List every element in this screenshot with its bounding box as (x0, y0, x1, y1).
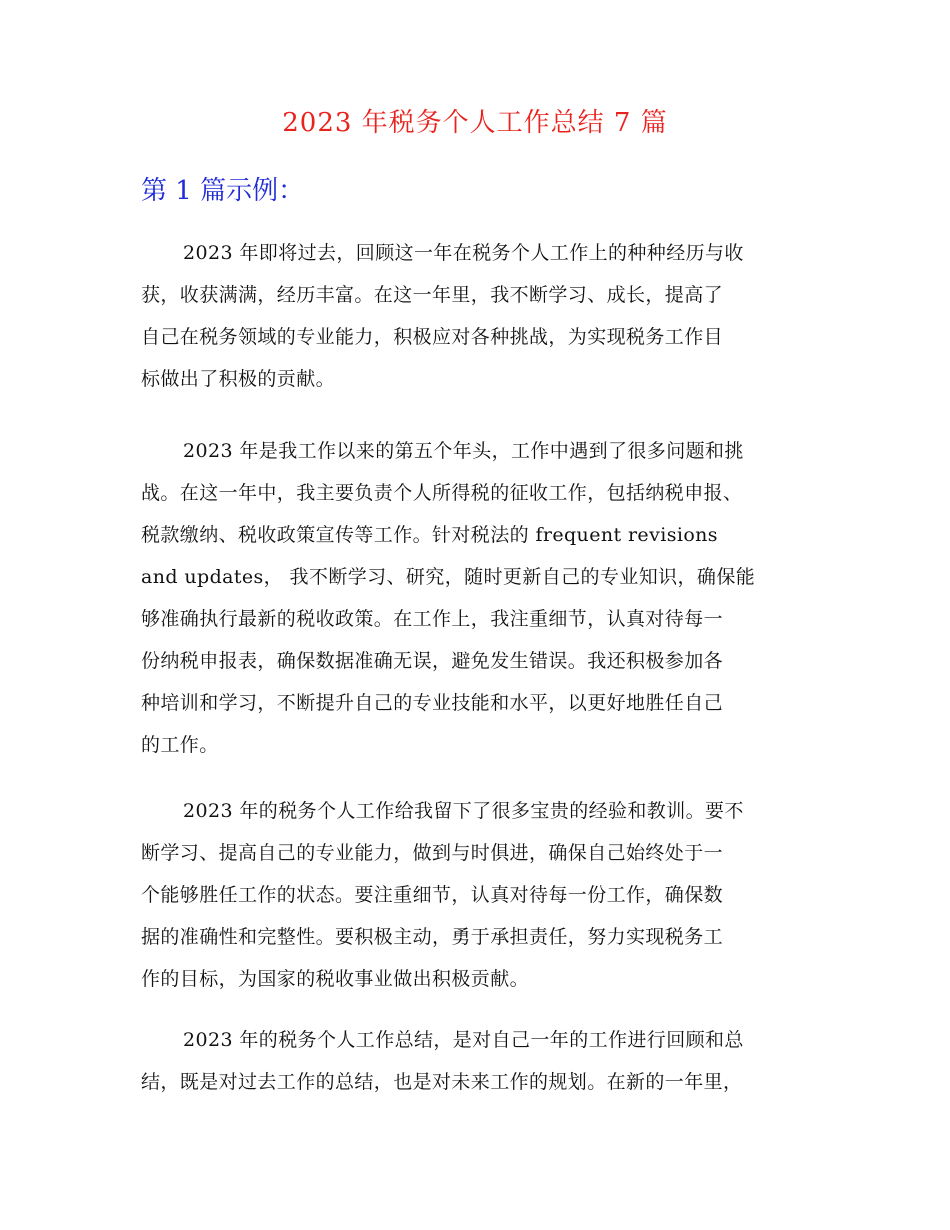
section-heading: 第 1 篇示例： (141, 176, 305, 206)
paragraph-1 (141, 232, 831, 400)
paragraph-3 (141, 790, 831, 1000)
paragraph-line: 个能够胜任工作的状态。要注重细节，认真对待每一份工作，确保数 (141, 884, 724, 906)
paragraph-line: 够准确执行最新的税收政策。在工作上，我注重细节，认真对待每一 (141, 608, 724, 630)
document-title: 2023 年税务个人工作总结 7 篇 (282, 108, 668, 138)
paragraph-line: 种培训和学习，不断提升自己的专业技能和水平，以更好地胜任自己 (141, 692, 724, 714)
paragraph-line: 2023 年的税务个人工作总结，是对自己一年的工作进行回顾和总 (183, 1029, 744, 1051)
paragraph-line: 2023 年是我工作以来的第五个年头，工作中遇到了很多问题和挑 (183, 440, 744, 462)
paragraph-line: 结，既是对过去工作的总结，也是对未来工作的规划。在新的一年里， (141, 1071, 743, 1093)
paragraph-line: 断学习、提高自己的专业能力，做到与时俱进，确保自己始终处于一 (141, 842, 724, 864)
paragraph-line: 获，收获满满，经历丰富。在这一年里，我不断学习、成长，提高了 (141, 284, 724, 306)
paragraph-line: 份纳税申报表，确保数据准确无误，避免发生错误。我还积极参加各 (141, 650, 724, 672)
paragraph-line: 战。在这一年中，我主要负责个人所得税的征收工作，包括纳税申报、 (141, 482, 743, 504)
paragraph-line: and updates， 我不断学习、研究，随时更新自己的专业知识，确保能 (141, 566, 756, 588)
paragraph-2 (141, 430, 831, 766)
paragraph-4 (141, 1019, 831, 1103)
paragraph-line: 2023 年即将过去，回顾这一年在税务个人工作上的种种经历与收 (183, 242, 744, 264)
paragraph-line: 自己在税务领域的专业能力，积极应对各种挑战，为实现税务工作目 (141, 326, 724, 348)
paragraph-line: 2023 年的税务个人工作给我留下了很多宝贵的经验和教训。要不 (183, 800, 744, 822)
paragraph-line: 标做出了积极的贡献。 (141, 368, 336, 390)
paragraph-line: 据的准确性和完整性。要积极主动，勇于承担责任，努力实现税务工 (141, 926, 724, 948)
paragraph-line: 的工作。 (141, 734, 219, 756)
paragraph-line: 作的目标，为国家的税收事业做出积极贡献。 (141, 968, 530, 990)
paragraph-line: 税款缴纳、税收政策宣传等工作。针对税法的 frequent revisions (141, 524, 718, 546)
